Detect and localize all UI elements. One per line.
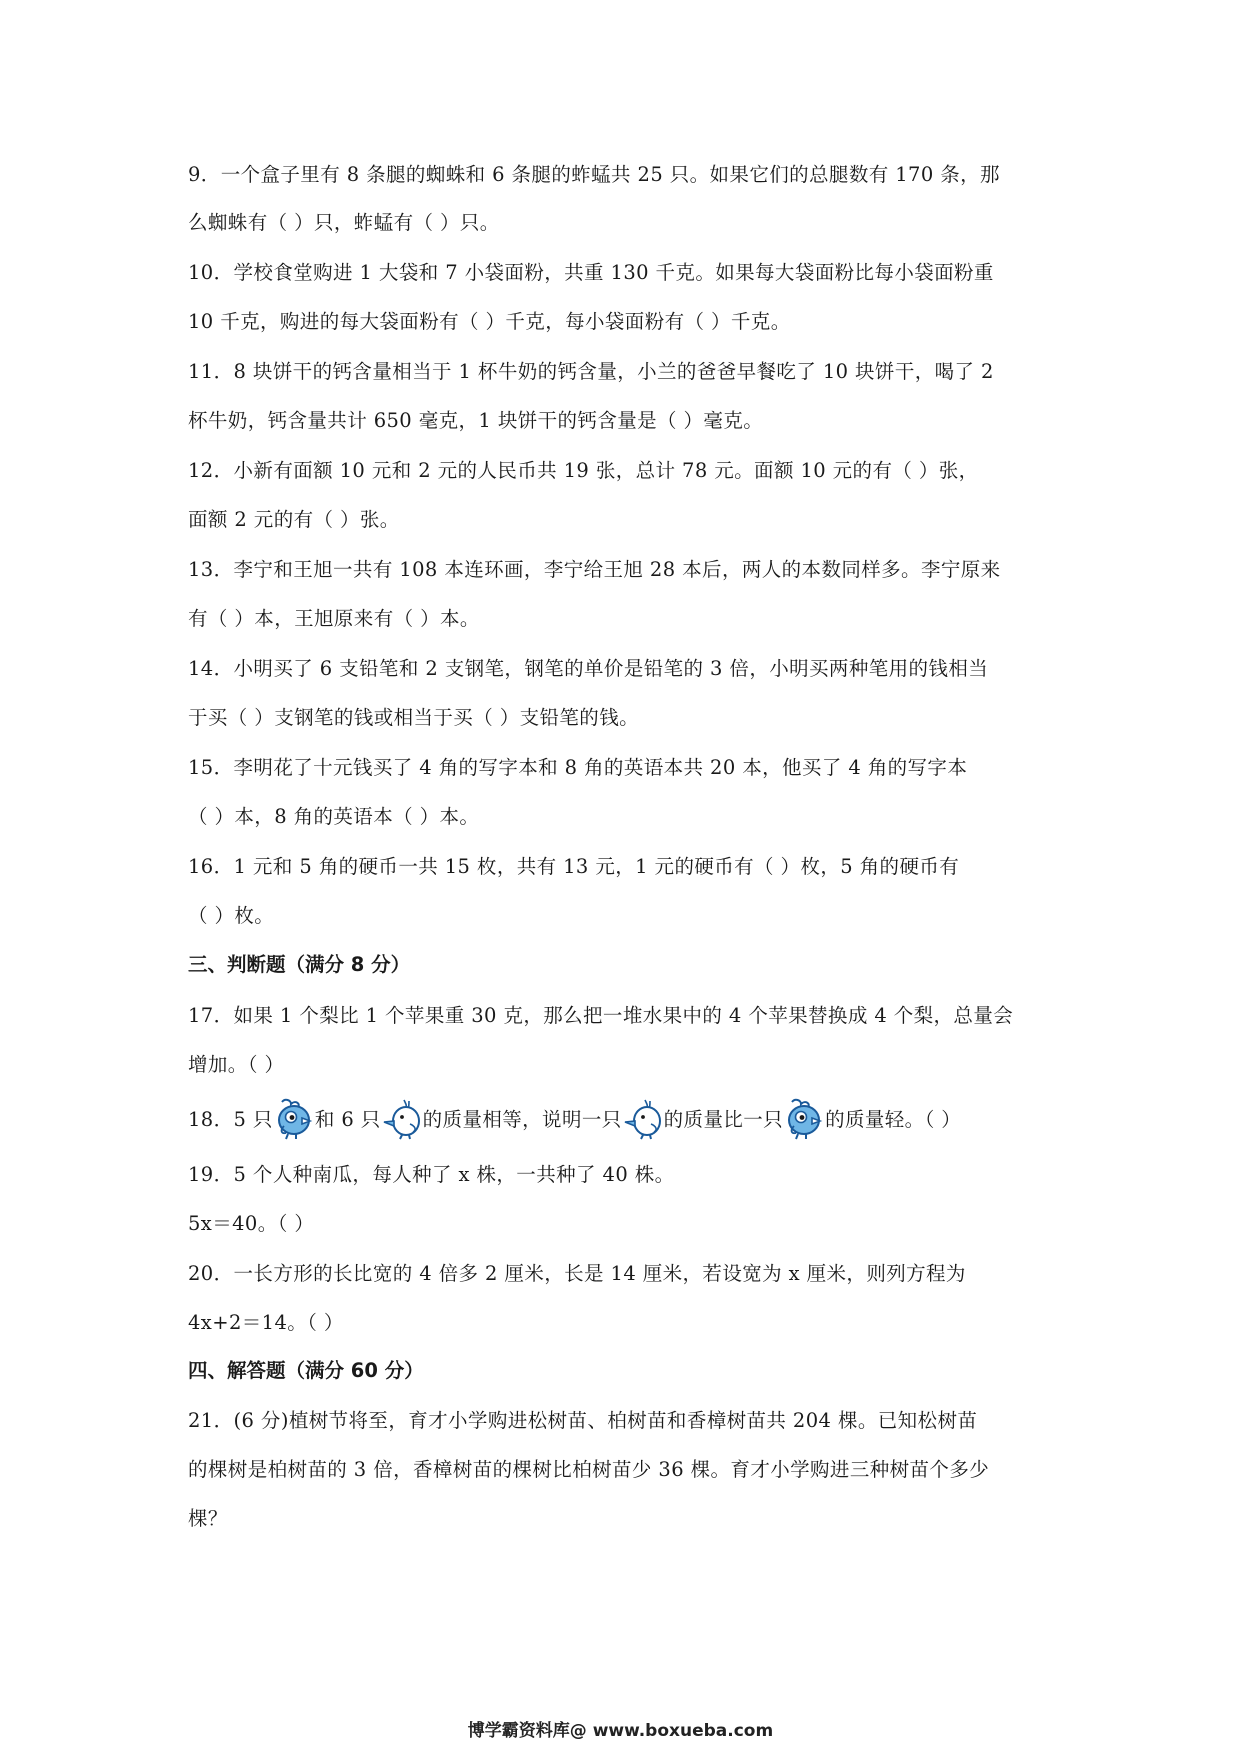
q9-line2: 么蜘蛛有（ ）只，蚱蜢有（ ）只。	[188, 211, 500, 234]
q16-line1: 16．1 元和 5 角的硬币一共 15 枚，共有 13 元，1 元的硬币有（ ）枚，5 角的硬币有	[188, 855, 960, 878]
q17-line2: 增加。（ ）	[188, 1053, 285, 1076]
q21-line3: 棵？	[188, 1507, 228, 1530]
q21-line1: 21．(6 分)植树节将至，育才小学购进松树苗、柏树苗和香樟树苗共 204 棵。已知松树苗	[188, 1409, 978, 1432]
q17-line1: 17．如果 1 个梨比 1 个苹果重 30 克，那么把一堆水果中的 4 个苹果替换成 4 个梨，总量会	[188, 1004, 1014, 1027]
chick-icon	[623, 1096, 663, 1140]
q18-text-4: 的质量比一只	[663, 1108, 784, 1131]
q12-line2: 面额 2 元的有（ ）张。	[188, 508, 400, 531]
chick-icon	[382, 1096, 422, 1140]
footer-watermark: 博学霸资料库@ www.boxueba.com	[467, 1721, 774, 1741]
q14-line1: 14．小明买了 6 支铅笔和 2 支钢笔，钢笔的单价是铅笔的 3 倍，小明买两种笔用的钱相当	[188, 657, 989, 680]
q20-line1: 20．一长方形的长比宽的 4 倍多 2 厘米，长是 14 厘米，若设宽为 x 厘米，则列方程为	[188, 1262, 966, 1285]
q16-line2: （ ）枚。	[188, 904, 275, 927]
q19-line1: 19．5 个人种南瓜，每人种了 x 株，一共种了 40 株。	[188, 1163, 675, 1186]
q12-line1: 12．小新有面额 10 元和 2 元的人民币共 19 张，总计 78 元。面额 10 元的有（ ）张，	[188, 459, 979, 482]
section4-heading: 四、解答题（满分 60 分）	[188, 1359, 424, 1382]
bird-icon	[274, 1096, 314, 1140]
bird-icon	[784, 1096, 824, 1140]
section3-heading: 三、判断题（满分 8 分）	[188, 953, 411, 976]
q9-line1: 9．一个盒子里有 8 条腿的蜘蛛和 6 条腿的蚱蜢共 25 只。如果它们的总腿数有 170 条，那	[188, 163, 1000, 186]
q18-text-1: 18．5 只	[188, 1108, 273, 1131]
q18-text-2: 和 6 只	[314, 1108, 381, 1131]
q20-line2: 4x+2＝14。（ ）	[188, 1311, 344, 1334]
q18-text-3: 的质量相等，说明一只	[422, 1108, 622, 1131]
q10-line1: 10．学校食堂购进 1 大袋和 7 小袋面粉，共重 130 千克。如果每大袋面粉比每小袋面粉重	[188, 261, 994, 284]
q11-line1: 11．8 块饼干的钙含量相当于 1 杯牛奶的钙含量，小兰的爸爸早餐吃了 10 块饼干，喝了 2	[188, 360, 994, 383]
q14-line2: 于买（ ）支钢笔的钱或相当于买（ ）支铅笔的钱。	[188, 706, 639, 729]
q10-line2: 10 千克，购进的每大袋面粉有（ ）千克，每小袋面粉有（ ）千克。	[188, 310, 791, 333]
q15-line1: 15．李明花了十元钱买了 4 角的写字本和 8 角的英语本共 20 本，他买了 4 角的写字本	[188, 756, 968, 779]
q13-line1: 13．李宁和王旭一共有 108 本连环画，李宁给王旭 28 本后，两人的本数同样多。李宁原来	[188, 558, 1001, 581]
q13-line2: 有（ ）本，王旭原来有（ ）本。	[188, 607, 480, 630]
q18-line	[188, 1096, 961, 1140]
q15-line2: （ ）本，8 角的英语本（ ）本。	[188, 805, 480, 828]
q11-line2: 杯牛奶，钙含量共计 650 毫克，1 块饼干的钙含量是（ ）毫克。	[188, 409, 764, 432]
q21-line2: 的棵树是柏树苗的 3 倍，香樟树苗的棵树比柏树苗少 36 棵。育才小学购进三种树苗个多少	[188, 1458, 990, 1481]
q18-text-5: 的质量轻。（ ）	[825, 1108, 962, 1131]
q19-line2: 5x＝40。（ ）	[188, 1212, 315, 1235]
